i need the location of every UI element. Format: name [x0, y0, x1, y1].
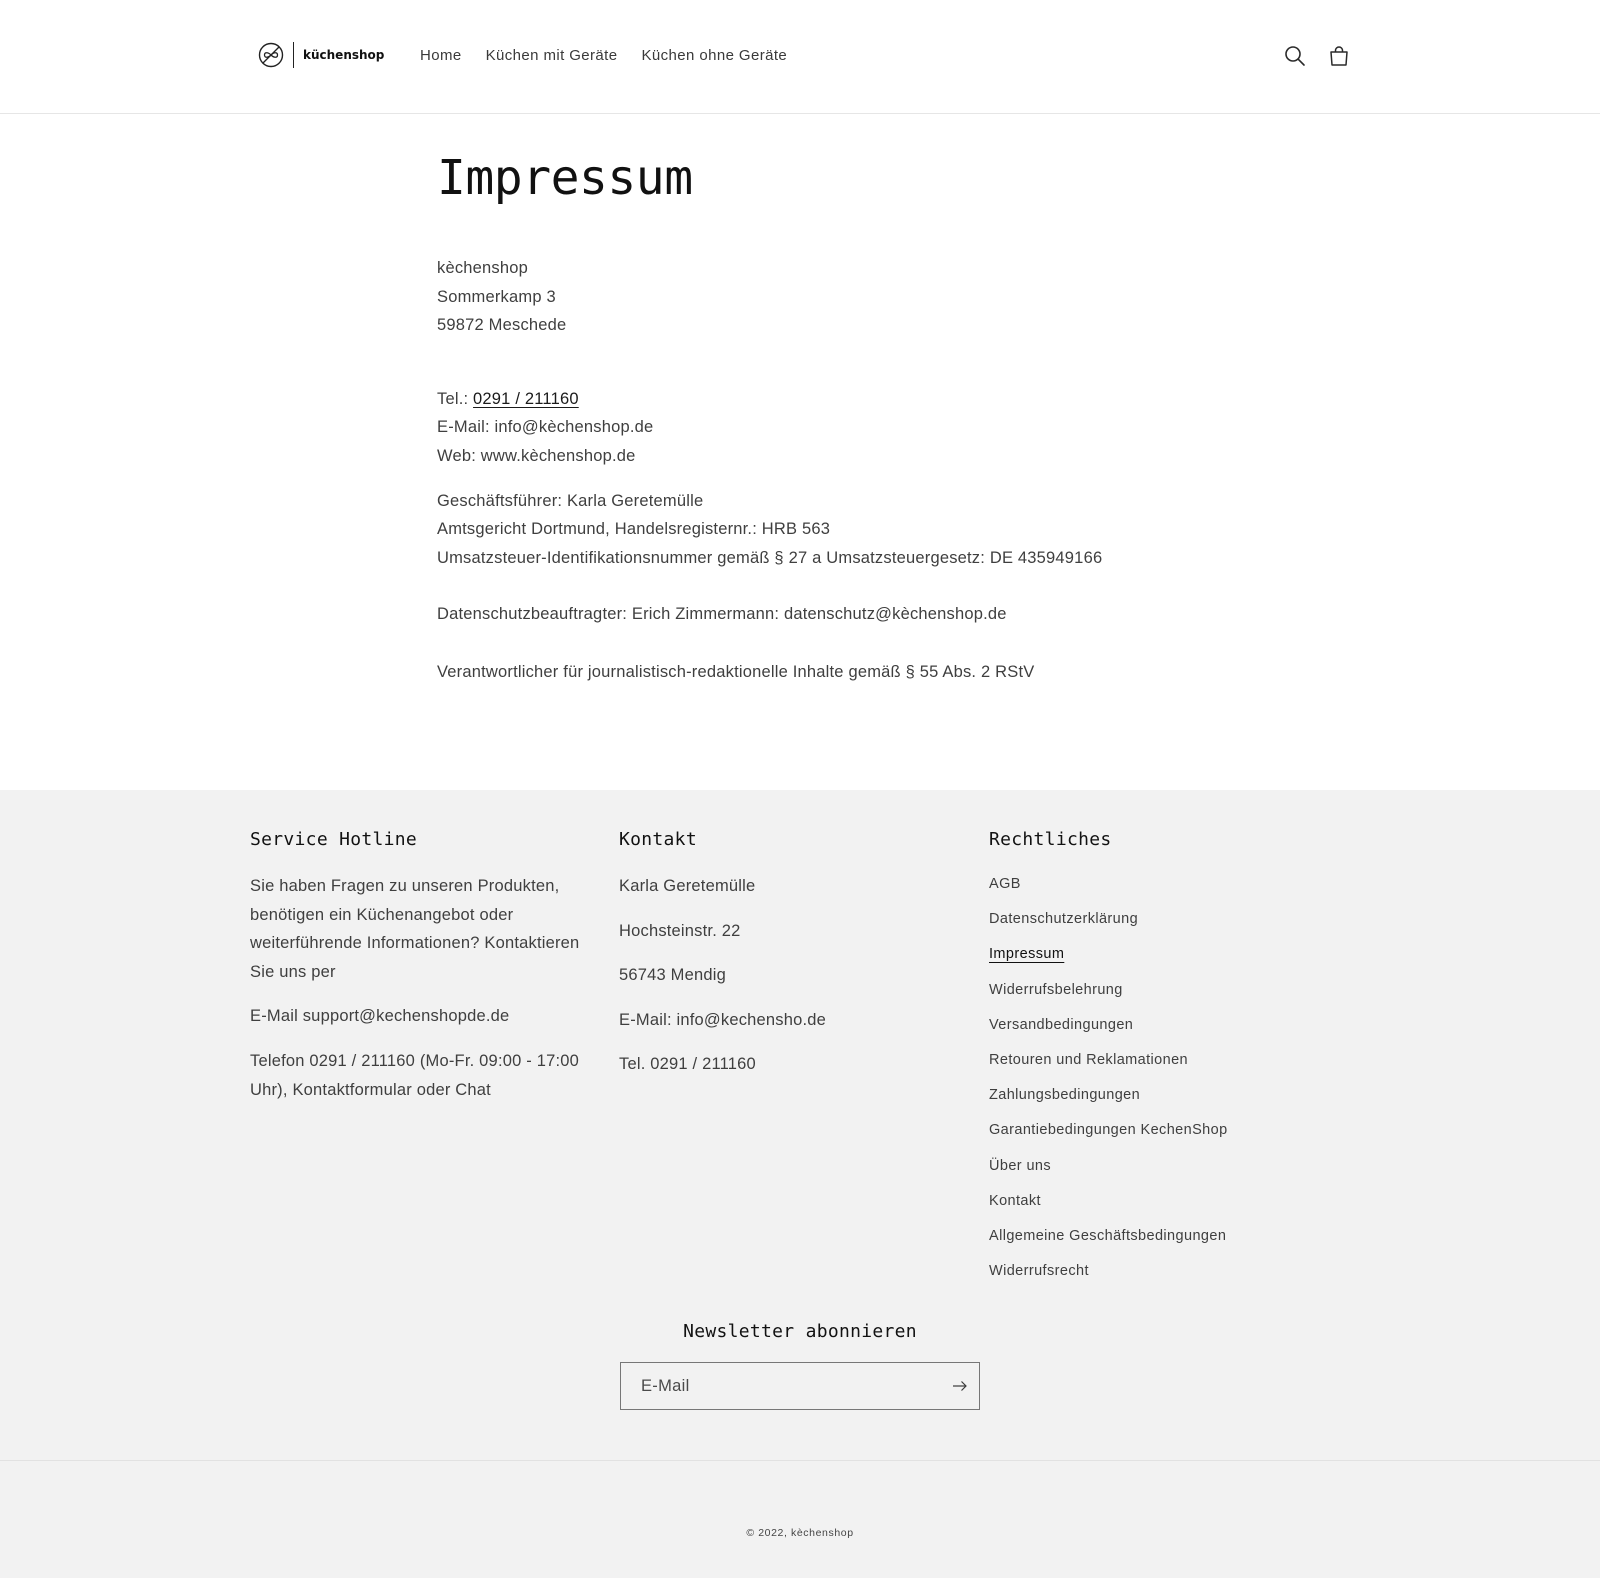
footer-link-widerrufsrecht [989, 1261, 1329, 1296]
hotline-text: Sie haben Fragen zu unseren Produkten, benötigen ein Küchenangebot oder weiterführende Informationen? Kontaktieren Sie uns per [250, 877, 580, 981]
footer-link-widerrufsbelehrung [989, 980, 1329, 1015]
logo-divider [293, 42, 294, 68]
privacy-officer-line: Datenschutzbeauftragter: Erich Zimmermann: datenschutz@kèchenshop.de [437, 605, 1007, 624]
responsible-line: Verantwortlicher für journalistisch-redaktionelle Inhalte gemäß § 55 Abs. 2 RStV [437, 662, 1035, 681]
footer-link[interactable]: AGB [989, 876, 1021, 892]
phone-label: Tel.: [437, 389, 474, 408]
newsletter-section [0, 1320, 1600, 1344]
footer-link[interactable]: Datenschutzerklärung [989, 911, 1139, 928]
footer-service-hotline [250, 828, 600, 1120]
newsletter-submit-button[interactable] [949, 1375, 971, 1397]
main-content [437, 150, 1197, 687]
footer-link-agb-lang [989, 1226, 1329, 1261]
footer-link[interactable]: Zahlungsbedingungen [989, 1087, 1141, 1104]
vat-line: Umsatzsteuer-Identifikationsnummer gemäß § 27 a Umsatzsteuergesetz: DE 435949166 [437, 548, 1103, 567]
footer-link[interactable]: Garantiebedingungen KechenShop [989, 1122, 1228, 1139]
hotline-phone: Telefon 0291 / 211160 (Mo-Fr. 09:00 - 17:00 Uhr), Kontaktformular oder Chat [250, 1051, 580, 1099]
contact-email: E-Mail: info@kechensho.de [619, 1010, 827, 1029]
legal-links [989, 874, 1329, 1296]
header-actions [1283, 44, 1351, 68]
phone-line [437, 385, 1197, 414]
footer-link-impressum [989, 944, 1329, 979]
page-title: Impressum [437, 150, 693, 206]
site-footer [0, 790, 1600, 1578]
footer-link[interactable]: Über uns [989, 1157, 1052, 1174]
company-street: Sommerkamp 3 [437, 287, 556, 306]
impressum-content [437, 254, 1197, 687]
footer-link-datenschutz [989, 909, 1329, 944]
contact-heading: Kontakt [619, 829, 697, 850]
nav-kuechen-ohne-geraete[interactable]: Küchen ohne Geräte [641, 47, 788, 64]
cart-icon[interactable] [1327, 44, 1351, 68]
phone-link[interactable]: 0291 / 211160 [473, 389, 579, 408]
logo-mark-icon [258, 42, 284, 68]
hotline-email: E-Mail support@kechenshopde.de [250, 1007, 510, 1026]
footer-link[interactable]: Allgemeine Geschäftsbedingungen [989, 1227, 1227, 1244]
footer-link[interactable]: Versandbedingungen [989, 1016, 1134, 1033]
site-logo[interactable] [258, 42, 384, 68]
footer-link-garantie [989, 1120, 1329, 1155]
newsletter-email-input[interactable] [621, 1363, 941, 1409]
footer-link-kontakt [989, 1191, 1329, 1226]
footer-link-ueber-uns [989, 1156, 1329, 1191]
contact-street: Hochsteinstr. 22 [619, 921, 741, 940]
newsletter-heading: Newsletter abonnieren [683, 1321, 917, 1342]
footer-link-agb [989, 874, 1329, 909]
legal-heading: Rechtliches [989, 829, 1112, 850]
company-name: kèchenshop [437, 259, 528, 277]
contact-tel: Tel. 0291 / 211160 [619, 1055, 756, 1074]
logo-text: küchenshop [303, 48, 385, 62]
company-city: 59872 Meschede [437, 316, 567, 335]
contact-city: 56743 Mendig [619, 966, 726, 985]
footer-link-versand [989, 1015, 1329, 1050]
footer-contact [619, 828, 949, 1095]
newsletter-form [620, 1362, 980, 1410]
email-line: E-Mail: info@kèchenshop.de [437, 418, 654, 437]
footer-link[interactable]: Retouren und Reklamationen [989, 1051, 1189, 1068]
nav-kuechen-mit-geraete[interactable]: Küchen mit Geräte [485, 47, 618, 64]
service-hotline-heading: Service Hotline [250, 829, 418, 850]
footer-link[interactable]: Widerrufsrecht [989, 1263, 1089, 1280]
search-icon[interactable] [1283, 44, 1307, 68]
footer-link[interactable]: Widerrufsbelehrung [989, 981, 1123, 998]
nav-home[interactable]: Home [420, 47, 462, 64]
contact-name: Karla Geretemülle [619, 877, 756, 895]
main-nav [408, 47, 799, 64]
footer-divider [0, 1460, 1600, 1461]
court-line: Amtsgericht Dortmund, Handelsregisternr.: HRB 563 [437, 520, 831, 539]
footer-link[interactable]: Kontakt [989, 1192, 1041, 1209]
footer-link-zahlung [989, 1085, 1329, 1120]
footer-link-retouren [989, 1050, 1329, 1085]
arrow-right-icon [949, 1375, 971, 1397]
footer-link-active[interactable]: Impressum [989, 946, 1065, 963]
copyright: © 2022, kèchenshop [746, 1527, 854, 1539]
web-line: Web: www.kèchenshop.de [437, 446, 636, 465]
ceo-line: Geschäftsführer: Karla Geretemülle [437, 491, 704, 510]
footer-legal [989, 828, 1329, 1296]
site-header [0, 0, 1600, 114]
